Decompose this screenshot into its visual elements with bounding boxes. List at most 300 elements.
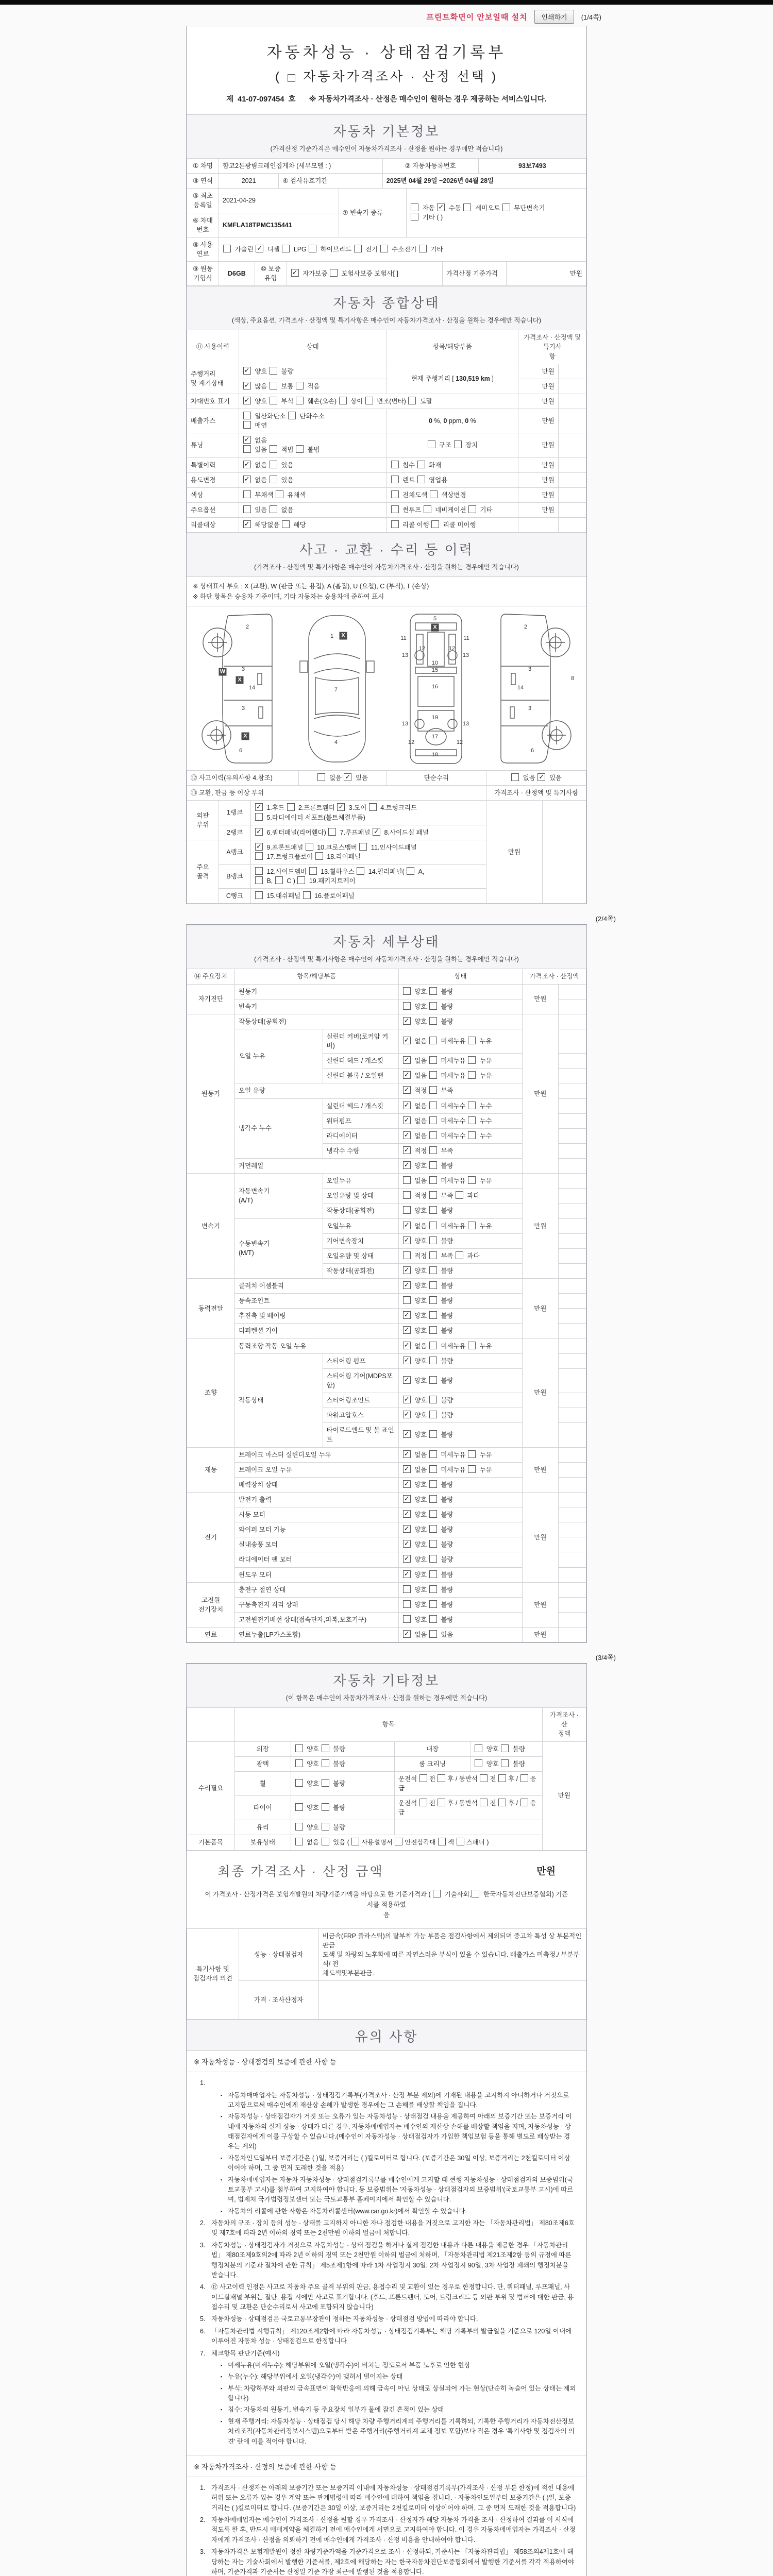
checkbox-checked[interactable] <box>403 1396 411 1403</box>
checkbox-checked[interactable] <box>255 843 263 851</box>
checkbox-checked[interactable] <box>243 520 251 528</box>
checkbox-unchecked[interactable] <box>468 1465 476 1473</box>
checkbox-unchecked[interactable] <box>330 269 338 277</box>
notice-item: 7. 체크항목 판단기준(예시) <box>200 2349 280 2357</box>
checkbox-unchecked[interactable] <box>468 505 476 513</box>
cell: 없음 ✓ 있음 <box>299 771 387 786</box>
checkbox-unchecked[interactable] <box>429 1555 437 1563</box>
checkbox-unchecked[interactable] <box>322 1744 329 1752</box>
checkbox-checked[interactable] <box>403 1071 411 1079</box>
checkbox-unchecked[interactable] <box>297 876 305 884</box>
checkbox-checked[interactable] <box>344 773 351 781</box>
checkbox-unchecked[interactable] <box>429 1540 437 1548</box>
checkbox-unchecked[interactable] <box>296 445 304 453</box>
checkbox-unchecked[interactable] <box>430 490 438 498</box>
cell <box>558 1597 586 1612</box>
checkbox-unchecked[interactable] <box>380 245 388 252</box>
checkbox-unchecked[interactable] <box>428 440 435 448</box>
checkbox-unchecked[interactable] <box>429 1251 437 1259</box>
checkbox-checked[interactable] <box>403 1326 411 1334</box>
checkbox-unchecked[interactable] <box>429 1465 437 1473</box>
checkbox-unchecked[interactable] <box>429 1116 437 1124</box>
checkbox-checked[interactable] <box>403 1495 411 1503</box>
checkbox-unchecked[interactable] <box>424 505 431 513</box>
checkbox-unchecked[interactable] <box>429 1342 437 1349</box>
checkbox-unchecked[interactable] <box>408 397 416 404</box>
checkbox-checked[interactable] <box>403 1510 411 1518</box>
cell <box>558 502 586 517</box>
checkbox-unchecked[interactable] <box>391 476 399 483</box>
checkbox-unchecked[interactable] <box>468 1131 476 1139</box>
checkbox-unchecked[interactable] <box>411 213 418 221</box>
checkbox-unchecked[interactable] <box>429 1600 437 1608</box>
checkbox-unchecked[interactable] <box>275 876 283 884</box>
page-3 <box>186 1663 587 2576</box>
checkbox-unchecked[interactable] <box>429 1101 437 1109</box>
checkbox-unchecked[interactable] <box>276 490 283 498</box>
checkbox-unchecked[interactable] <box>429 1281 437 1289</box>
cell: 작동상태(공회전) <box>235 1014 399 1029</box>
checkbox-unchecked[interactable] <box>429 1002 437 1010</box>
checkbox-unchecked[interactable] <box>328 828 336 836</box>
checkbox-unchecked[interactable] <box>395 1838 402 1845</box>
checkbox-unchecked[interactable] <box>429 1585 437 1593</box>
cell <box>558 394 586 409</box>
checkbox-unchecked[interactable] <box>391 520 399 528</box>
checkbox-checked[interactable] <box>403 1161 411 1169</box>
panel-number: 11 <box>400 635 407 642</box>
cell: 기어변속장치 <box>323 1233 398 1248</box>
panel-number: 17 <box>431 734 439 740</box>
cell: 자동변속기 (A/T) <box>235 1174 323 1218</box>
checkbox-checked[interactable] <box>373 828 380 836</box>
cell: ✓ 자가보증 보험사보증 보험사[ ] <box>287 262 442 286</box>
section-subtitle: (이 항목은 매수인이 자동차가격조사 · 산정을 원하는 경우에만 적습니다) <box>285 1694 488 1702</box>
checkbox-unchecked[interactable] <box>270 505 277 513</box>
panel-number: 3 <box>528 666 532 673</box>
cell <box>558 1204 586 1218</box>
checkbox-checked[interactable] <box>403 1465 411 1473</box>
checkbox-unchecked[interactable] <box>429 1037 437 1044</box>
checkbox-checked[interactable] <box>243 476 251 483</box>
final-price-note: 이 가격조사 · 산정가격은 보험개발원의 차량기준가액을 바탕으로 한 기준가격과 ( 기술사회, 한국자동차진단보증협회) 기준서를 적용하였 음 <box>187 1887 586 1929</box>
checkbox-unchecked[interactable] <box>429 1071 437 1079</box>
panel-number: 15 <box>431 667 439 674</box>
panel-number: 13 <box>401 652 409 659</box>
table-comp <box>187 330 586 533</box>
cell: ✓ 양호 불량 <box>398 1477 522 1492</box>
checkbox-unchecked[interactable] <box>270 476 277 483</box>
checkbox-unchecked[interactable] <box>472 1890 479 1897</box>
cell <box>558 1507 586 1522</box>
checkbox-unchecked[interactable] <box>520 1774 528 1782</box>
checkbox-unchecked[interactable] <box>315 852 323 860</box>
checkbox-unchecked[interactable] <box>243 490 251 498</box>
checkbox-unchecked[interactable] <box>429 1296 437 1304</box>
cell: ③ 연식 <box>187 174 219 189</box>
checkbox-unchecked[interactable] <box>322 1779 329 1787</box>
cell: 항목/해당부품 <box>386 330 518 364</box>
checkbox-checked[interactable] <box>291 269 299 277</box>
checkbox-unchecked[interactable] <box>287 803 295 811</box>
checkbox-unchecked[interactable] <box>433 1890 441 1897</box>
checkbox-unchecked[interactable] <box>255 813 263 821</box>
checkbox-unchecked[interactable] <box>403 1251 411 1259</box>
cell: 만원 <box>518 487 559 502</box>
checkbox-unchecked[interactable] <box>429 1131 437 1139</box>
notice-bullet: ▪ 부식: 차량하부와 외판의 금속표면이 화학반응에 의해 금속이 아닌 상태로 상실되어 가는 현상(단순히 녹슬어 있는 상태는 제외합니다) <box>221 2384 576 2402</box>
checkbox-unchecked[interactable] <box>295 1823 303 1831</box>
checkbox-unchecked[interactable] <box>502 204 510 211</box>
cell: 광택 <box>235 1756 291 1771</box>
checkbox-unchecked[interactable] <box>322 1823 329 1831</box>
cell: 작동상태 <box>235 1353 323 1447</box>
checkbox-unchecked[interactable] <box>475 1744 482 1752</box>
checkbox-unchecked[interactable] <box>403 1206 411 1214</box>
checkbox-checked[interactable] <box>243 436 251 444</box>
checkbox-unchecked[interactable] <box>429 1017 437 1025</box>
checkbox-unchecked[interactable] <box>475 1759 482 1767</box>
panel-number: 10 <box>431 660 439 667</box>
checkbox-checked[interactable] <box>403 1131 411 1139</box>
checkbox-unchecked[interactable] <box>317 773 325 781</box>
basic-info-table-5 <box>187 261 586 286</box>
checkbox-unchecked[interactable] <box>407 867 414 875</box>
checkbox-unchecked[interactable] <box>480 1774 488 1782</box>
checkbox-checked[interactable] <box>243 367 251 375</box>
checkbox-checked[interactable] <box>243 461 251 468</box>
checkbox-unchecked[interactable] <box>391 505 399 513</box>
checkbox-checked[interactable] <box>403 1311 411 1319</box>
cell: 12.사이드멤버 13.휠하우스 14.필러패널( A, B, C ) 19.패키지트레이 <box>251 865 486 889</box>
checkbox-unchecked[interactable] <box>429 1411 437 1418</box>
panel-number: 5 <box>433 616 437 622</box>
checkbox-unchecked[interactable] <box>501 1759 509 1767</box>
notice-bullet: ▪ 누유(누수): 해당부위에서 오일(냉각수)이 맺혀서 떨어지는 상태 <box>221 2373 403 2381</box>
page-marker-3: (3/4쪽) <box>595 1654 616 1662</box>
cell: ✓ 양호 불량 <box>398 1233 522 1248</box>
checkbox-checked[interactable] <box>403 1540 411 1548</box>
checkbox-unchecked[interactable] <box>255 891 263 899</box>
checkbox-unchecked[interactable] <box>296 397 304 404</box>
checkbox-unchecked[interactable] <box>359 843 367 851</box>
checkbox-unchecked[interactable] <box>295 1744 303 1752</box>
checkbox-unchecked[interactable] <box>391 461 399 468</box>
cell: 주행거리 및 계기상태 <box>187 364 239 394</box>
checkbox-unchecked[interactable] <box>457 1838 464 1845</box>
checkbox-checked[interactable] <box>403 1555 411 1563</box>
panel-number: 11 <box>463 635 469 642</box>
checkbox-unchecked[interactable] <box>357 867 364 875</box>
checkbox-unchecked[interactable] <box>295 1803 303 1811</box>
section-title: 자동차 기타정보 <box>333 1673 440 1689</box>
checkbox-unchecked[interactable] <box>429 1206 437 1214</box>
checkbox-unchecked[interactable] <box>282 245 290 252</box>
checkbox-unchecked[interactable] <box>429 1630 437 1638</box>
car-outline-right <box>489 612 581 766</box>
checkbox-unchecked[interactable] <box>429 1191 437 1199</box>
checkbox-unchecked[interactable] <box>403 1002 411 1010</box>
damage-code-legend <box>187 577 586 606</box>
checkbox-unchecked[interactable] <box>468 1450 476 1458</box>
checkbox-checked[interactable] <box>403 1266 411 1274</box>
cell: 실린더 헤드 / 개스킷 <box>323 1054 398 1069</box>
checkbox-unchecked[interactable] <box>255 867 263 875</box>
checkbox-checked[interactable] <box>337 803 345 811</box>
checkbox-unchecked[interactable] <box>468 1116 476 1124</box>
checkbox-unchecked[interactable] <box>403 1600 411 1608</box>
table-b5 <box>187 261 586 286</box>
checkbox-unchecked[interactable] <box>351 1838 359 1845</box>
cell: 실린더 블록 / 오일팬 <box>323 1069 398 1083</box>
checkbox-unchecked[interactable] <box>270 445 277 453</box>
checkbox-checked[interactable] <box>403 1086 411 1094</box>
checkbox-unchecked[interactable] <box>429 1430 437 1438</box>
checkbox-checked[interactable] <box>403 1146 411 1154</box>
checkbox-unchecked[interactable] <box>255 876 263 884</box>
checkbox-unchecked[interactable] <box>429 1222 437 1229</box>
checkbox-checked[interactable] <box>403 1411 411 1418</box>
checkbox-unchecked[interactable] <box>306 843 313 851</box>
print-button[interactable]: 인쇄하기 <box>534 10 574 24</box>
checkbox-unchecked[interactable] <box>511 773 519 781</box>
notice-bullet: ▪ 현재 주행거리: 자동차성능 · 상태점검 당시 해당 차량 주행거리계의 주행거리를 기록하되, 기록한 주행거리가 자동차전산정보처리조직(자동차관리정보시스템)으로부터 받은 주행거리(주행거리계 교체 정보 포함)보다 적은 경우 '특기사항 및 점검자의 의견' 란에 이를 적어야 합니다. <box>221 2417 575 2445</box>
checkbox-unchecked[interactable] <box>243 421 251 429</box>
checkbox-checked[interactable] <box>243 397 251 404</box>
checkbox-checked[interactable] <box>403 1570 411 1578</box>
checkbox-unchecked[interactable] <box>354 245 362 252</box>
cell: ⑤ 최초 등록일 <box>187 189 219 213</box>
checkbox-unchecked[interactable] <box>520 1799 528 1806</box>
checkbox-unchecked[interactable] <box>429 1510 437 1518</box>
checkbox-unchecked[interactable] <box>391 490 399 498</box>
panel-number: 19 <box>431 715 439 721</box>
checkbox-unchecked[interactable] <box>270 382 277 389</box>
checkbox-checked[interactable] <box>403 1480 411 1488</box>
cell: ⑬ 교환, 판금 등 이상 부위 <box>187 786 486 801</box>
checkbox-unchecked[interactable] <box>438 1774 445 1782</box>
cell <box>558 1612 586 1627</box>
checkbox-unchecked[interactable] <box>322 1759 329 1767</box>
checkbox-unchecked[interactable] <box>429 1376 437 1384</box>
checkbox-checked[interactable] <box>403 1630 411 1638</box>
cell <box>558 1393 586 1408</box>
cell: 색상 <box>187 487 239 502</box>
checkbox-unchecked[interactable] <box>243 505 251 513</box>
cell: 만원 <box>523 1628 559 1642</box>
cell <box>558 1029 586 1053</box>
checkbox-checked[interactable] <box>403 1101 411 1109</box>
cell: 없음 있음 ( 사용설명서 안전삼각대 잭 스패너 ) <box>291 1835 542 1850</box>
panel-number: 13 <box>401 721 409 727</box>
checkbox-unchecked[interactable] <box>429 1056 437 1064</box>
cell: 연료누출(LP가스포함) <box>235 1628 399 1642</box>
checkbox-unchecked[interactable] <box>429 1495 437 1503</box>
checkbox-unchecked[interactable] <box>429 1357 437 1364</box>
checkbox-unchecked[interactable] <box>303 891 311 899</box>
checkbox-unchecked[interactable] <box>429 1176 437 1184</box>
cell <box>558 1552 586 1567</box>
checkbox-unchecked[interactable] <box>429 1615 437 1623</box>
checkbox-unchecked[interactable] <box>403 987 411 995</box>
checkbox-unchecked[interactable] <box>468 1071 476 1079</box>
checkbox-unchecked[interactable] <box>243 412 251 419</box>
checkbox-unchecked[interactable] <box>429 987 437 995</box>
cell: 오일 유량 <box>235 1083 399 1098</box>
cell <box>558 984 586 999</box>
cell: ✓ 양호 불량 <box>398 1279 522 1294</box>
checkbox-checked[interactable] <box>403 1430 411 1438</box>
section-title: 자동차 기본정보 <box>333 124 440 139</box>
checkbox-unchecked[interactable] <box>322 1838 329 1845</box>
checkbox-unchecked[interactable] <box>403 1615 411 1623</box>
checkbox-unchecked[interactable] <box>429 1311 437 1319</box>
cell: ✓ 없음 미세누수 누수 <box>398 1128 522 1143</box>
checkbox-unchecked[interactable] <box>498 1799 506 1806</box>
checkbox-unchecked[interactable] <box>403 1296 411 1304</box>
checkbox-checked[interactable] <box>403 1450 411 1458</box>
checkbox-unchecked[interactable] <box>429 1396 437 1403</box>
cell: ✓ 없음 미세누유 누유 <box>398 1447 522 1462</box>
checkbox-unchecked[interactable] <box>429 1086 437 1094</box>
checkbox-unchecked[interactable] <box>498 1774 506 1782</box>
checkbox-checked[interactable] <box>403 1342 411 1349</box>
cell <box>558 1368 586 1393</box>
checkbox-checked[interactable] <box>403 1236 411 1244</box>
panel-number: 16 <box>431 684 439 690</box>
checkbox-unchecked[interactable] <box>429 1266 437 1274</box>
cell: 보유상태 <box>235 1835 291 1850</box>
checkbox-unchecked[interactable] <box>282 520 290 528</box>
checkbox-checked[interactable] <box>243 382 251 389</box>
checkbox-unchecked[interactable] <box>255 852 263 860</box>
checkbox-unchecked[interactable] <box>468 1222 476 1229</box>
checkbox-unchecked[interactable] <box>296 382 304 389</box>
checkbox-checked[interactable] <box>403 1017 411 1025</box>
checkbox-unchecked[interactable] <box>501 1744 509 1752</box>
checkbox-unchecked[interactable] <box>419 245 427 252</box>
checkbox-unchecked[interactable] <box>309 245 316 252</box>
checkbox-unchecked[interactable] <box>431 520 439 528</box>
cell: 작동상태(공회전) <box>323 1204 398 1218</box>
checkbox-unchecked[interactable] <box>270 461 277 468</box>
checkbox-unchecked[interactable] <box>403 1191 411 1199</box>
checkbox-unchecked[interactable] <box>403 1176 411 1184</box>
cell: 적정 부족 과다 <box>398 1248 522 1263</box>
checkbox-checked[interactable] <box>255 803 263 811</box>
checkbox-unchecked[interactable] <box>438 1838 446 1845</box>
car-outline-left <box>192 612 284 766</box>
checkbox-unchecked[interactable] <box>243 445 251 453</box>
checkbox-unchecked[interactable] <box>411 204 418 211</box>
checkbox-unchecked[interactable] <box>288 74 295 82</box>
checkbox-unchecked[interactable] <box>429 1146 437 1154</box>
checkbox-unchecked[interactable] <box>429 1236 437 1244</box>
checkbox-unchecked[interactable] <box>419 1799 427 1806</box>
checkbox-unchecked[interactable] <box>463 204 471 211</box>
checkbox-checked[interactable] <box>403 1525 411 1533</box>
panel-number: 18 <box>431 752 439 758</box>
cell: 양호 불량 <box>291 1741 395 1756</box>
checkbox-unchecked[interactable] <box>223 245 231 252</box>
checkbox-unchecked[interactable] <box>295 1779 303 1787</box>
checkbox-unchecked[interactable] <box>270 397 277 404</box>
panel-number: 13 <box>462 652 469 659</box>
checkbox-unchecked[interactable] <box>429 1480 437 1488</box>
checkbox-checked[interactable] <box>403 1222 411 1229</box>
cell: D6GB <box>219 262 255 286</box>
checkbox-unchecked[interactable] <box>468 1101 476 1109</box>
checkbox-unchecked[interactable] <box>322 1803 329 1811</box>
checkbox-unchecked[interactable] <box>417 476 425 483</box>
checkbox-checked[interactable] <box>403 1056 411 1064</box>
checkbox-unchecked[interactable] <box>417 461 425 468</box>
checkbox-unchecked[interactable] <box>429 1326 437 1334</box>
cell: ⑫ 사고이력(유의사항 4.참조) <box>187 771 299 786</box>
checkbox-unchecked[interactable] <box>295 1838 303 1845</box>
panel-number: 7 <box>334 687 338 693</box>
cell: 변속기 <box>187 1174 235 1279</box>
cell: 양호 불량 <box>470 1756 543 1771</box>
cell <box>318 1981 586 2020</box>
cell: 커먼레일 <box>235 1159 399 1174</box>
cell: 만원 <box>523 1447 559 1492</box>
checkbox-unchecked[interactable] <box>365 397 373 404</box>
cell: 만원 <box>486 801 543 904</box>
checkbox-checked[interactable] <box>403 1376 411 1384</box>
checkbox-unchecked[interactable] <box>468 1342 476 1349</box>
checkbox-unchecked[interactable] <box>288 412 296 419</box>
cell: 고전원 전기장치 <box>187 1582 235 1627</box>
checkbox-unchecked[interactable] <box>429 1450 437 1458</box>
checkbox-checked[interactable] <box>256 245 263 252</box>
panel-number: 14 <box>517 685 524 691</box>
cell: ✓ 양호 불량 <box>398 1567 522 1582</box>
checkbox-checked[interactable] <box>437 204 445 211</box>
checkbox-unchecked[interactable] <box>456 1251 463 1259</box>
checkbox-checked[interactable] <box>255 828 263 836</box>
checkbox-unchecked[interactable] <box>438 1799 445 1806</box>
cell: 룸 크리닝 <box>395 1756 470 1771</box>
checkbox-unchecked[interactable] <box>429 1525 437 1533</box>
checkbox-unchecked[interactable] <box>339 397 347 404</box>
checkbox-checked[interactable] <box>403 1037 411 1044</box>
checkbox-unchecked[interactable] <box>456 1191 463 1199</box>
checkbox-unchecked[interactable] <box>429 1570 437 1578</box>
checkbox-unchecked[interactable] <box>454 440 462 448</box>
checkbox-checked[interactable] <box>403 1116 411 1124</box>
checkbox-unchecked[interactable] <box>468 1037 476 1044</box>
checkbox-unchecked[interactable] <box>369 803 377 811</box>
checkbox-unchecked[interactable] <box>468 1176 476 1184</box>
checkbox-unchecked[interactable] <box>270 367 277 375</box>
checkbox-unchecked[interactable] <box>468 1056 476 1064</box>
checkbox-checked[interactable] <box>403 1281 411 1289</box>
checkbox-unchecked[interactable] <box>429 1161 437 1169</box>
checkbox-checked[interactable] <box>403 1357 411 1364</box>
section-basic-info <box>187 114 586 159</box>
checkbox-checked[interactable] <box>537 773 545 781</box>
cell: 93보7493 <box>478 159 586 174</box>
checkbox-unchecked[interactable] <box>295 1759 303 1767</box>
checkbox-unchecked[interactable] <box>309 867 317 875</box>
checkbox-unchecked[interactable] <box>403 1585 411 1593</box>
top-black-bar <box>0 0 773 5</box>
checkbox-unchecked[interactable] <box>480 1799 488 1806</box>
cell: 가솔린 ✓ 디젤 LPG 하이브리드 전기 수소전기 기타 <box>219 237 586 261</box>
cell <box>558 1014 586 1029</box>
checkbox-unchecked[interactable] <box>419 1774 427 1782</box>
